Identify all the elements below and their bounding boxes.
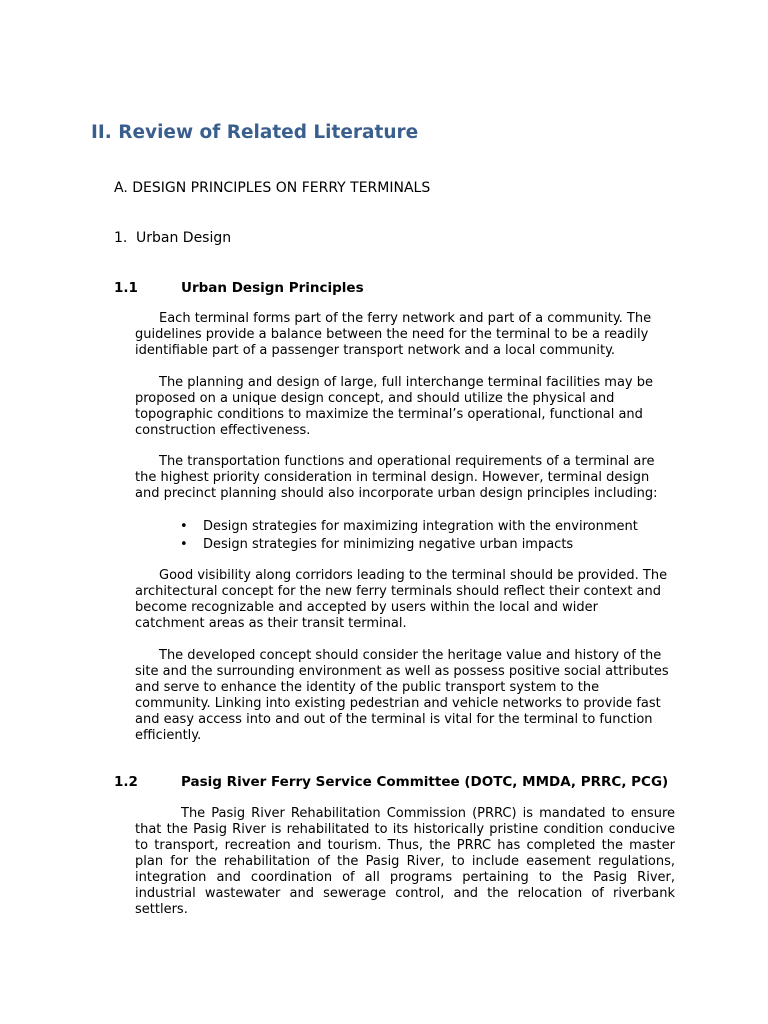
subsection-1-2-number: 1.2 (114, 774, 138, 790)
paragraph-line: identifiable part of a passenger transport network and a local community. (135, 343, 616, 358)
paragraph-line: Good visibility along corridors leading to the terminal should be provided. The (159, 568, 668, 583)
paragraph-line: topographic conditions to maximize the terminal’s operational, functional and (135, 407, 643, 422)
section-a-heading: A. DESIGN PRINCIPLES ON FERRY TERMINALS (114, 180, 431, 196)
paragraph-line: proposed on a unique design concept, and should utilize the physical and (135, 391, 615, 406)
design-strategies-list (180, 518, 638, 554)
bullet-icon: • (180, 519, 188, 534)
paragraph-line: and easy access into and out of the terminal is vital for the terminal to function (135, 712, 653, 727)
paragraph-visibility (135, 568, 675, 632)
paragraph-line: industrial wastewater and sewerage control, and the relocation of riverbank (135, 886, 675, 901)
paragraph-prrc-mandate (135, 806, 675, 918)
list-item (180, 536, 638, 554)
paragraph-line: The developed concept should consider the heritage value and history of the (159, 648, 662, 663)
subsection-1-1-title: Urban Design Principles (181, 280, 364, 296)
paragraph-line: construction effectiveness. (135, 423, 311, 438)
list-item-text: Design strategies for maximizing integration with the environment (203, 519, 638, 534)
subsection-1-1-number: 1.1 (114, 280, 138, 296)
paragraph-line: that the Pasig River is rehabilitated to its historically pristine condition conducive (135, 822, 675, 837)
paragraph-line: and precinct planning should also incorporate urban design principles including: (135, 486, 658, 501)
section-1-heading (114, 230, 231, 246)
paragraph-line: site and the surrounding environment as well as possess positive social attributes (135, 664, 669, 679)
paragraph-line: community. Linking into existing pedestrian and vehicle networks to provide fast (135, 696, 661, 711)
paragraph-line: settlers. (135, 902, 188, 917)
paragraph-line: catchment areas as their transit terminal. (135, 616, 407, 631)
paragraph-developed-concept (135, 648, 675, 744)
paragraph-line: the highest priority consideration in terminal design. However, terminal design (135, 470, 650, 485)
subsection-1-1-heading (114, 280, 364, 296)
paragraph-line: plan for the rehabilitation of the Pasig River, to include easement regulations, (135, 854, 675, 869)
paragraph-line: The planning and design of large, full interchange terminal facilities may be (159, 375, 654, 390)
paragraph-line: Each terminal forms part of the ferry network and part of a community. The (159, 311, 652, 326)
paragraph-line: to transport, recreation and tourism. Thus, the PRRC has completed the master (135, 838, 675, 853)
bullet-icon: • (180, 537, 188, 552)
list-item (180, 518, 638, 536)
paragraph-terminal-community (135, 311, 675, 359)
list-item-text: Design strategies for minimizing negative urban impacts (203, 537, 574, 552)
subsection-1-2-heading (114, 774, 668, 790)
paragraph-line: become recognizable and accepted by users within the local and wider (135, 600, 598, 615)
paragraph-transportation-functions (135, 454, 675, 502)
paragraph-line: architectural concept for the new ferry terminals should reflect their context and (135, 584, 662, 599)
paragraph-line: The transportation functions and operational requirements of a terminal are (159, 454, 655, 469)
subsection-1-2-title: Pasig River Ferry Service Committee (DOTC, MMDA, PRRC, PCG) (181, 774, 669, 790)
paragraph-line: The Pasig River Rehabilitation Commission (PRRC) is mandated to ensure (181, 806, 675, 821)
section-1-number: 1. (114, 230, 128, 246)
paragraph-line: integration and coordination of all programs pertaining to the Pasig River, (135, 870, 675, 885)
section-1-title: Urban Design (136, 230, 232, 246)
paragraph-line: and serve to enhance the identity of the public transport system to the (135, 680, 600, 695)
paragraph-planning-design (135, 375, 675, 439)
paragraph-line: efficiently. (135, 728, 202, 743)
paragraph-line: guidelines provide a balance between the need for the terminal to be a readily (135, 327, 649, 342)
page-title: II. Review of Related Literature (91, 122, 419, 143)
